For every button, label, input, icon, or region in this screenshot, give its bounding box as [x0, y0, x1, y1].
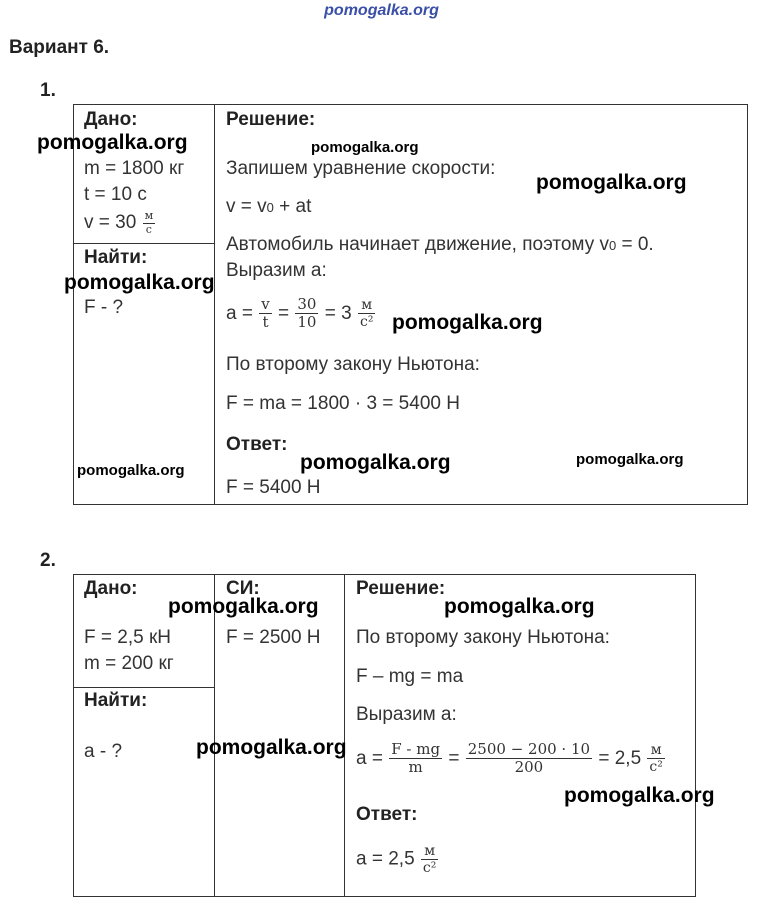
problem-1-column-divider [214, 104, 215, 505]
given-speed-value: v = 30 [84, 212, 137, 234]
p2-accel-f2-num: 2500 − 200 · 10 [467, 740, 591, 758]
variant-title: Вариант 6. [9, 37, 110, 58]
p2-find-label: Найти: [84, 690, 148, 711]
watermark: pomogalka.org [564, 784, 715, 807]
solution-line-1: Запишем уравнение скорости: [226, 158, 496, 179]
p2-accel-unit-num: м [647, 742, 664, 759]
watermark: pomogalka.org [300, 451, 451, 474]
given-label: Дано: [84, 109, 138, 130]
line-2-pre: Автомобиль начинает движение, поэтому v [226, 234, 609, 255]
problem-2-row-divider [73, 687, 215, 688]
find-label: Найти: [84, 247, 148, 268]
p2-accel-unit-fraction [647, 742, 664, 775]
p2-accel-f2-den: 200 [514, 758, 544, 777]
p2-accel-fraction-1 [389, 741, 442, 777]
velocity-formula [226, 196, 311, 218]
given-mass: m = 1800 кг [84, 158, 185, 179]
watermark: pomogalka.org [311, 139, 419, 156]
watermark: pomogalka.org [536, 171, 687, 194]
line-2-post: = 0. [616, 234, 654, 255]
accel-unit-num: м [358, 297, 375, 314]
si-value: F = 2500 Н [226, 627, 321, 648]
accel-f1-num: v [261, 295, 270, 313]
speed-unit-fraction [143, 210, 156, 236]
watermark: pomogalka.org [392, 311, 543, 334]
velocity-formula-post: + at [273, 196, 312, 217]
watermark: pomogalka.org [77, 462, 185, 479]
p2-formula-1: F – mg = ma [356, 666, 464, 687]
solution-line-4: По второму закону Ньютона: [226, 354, 480, 375]
accel-result: = 3 [324, 302, 352, 324]
watermark: pomogalka.org [64, 271, 215, 294]
p2-accel-fraction-2 [466, 741, 592, 777]
line-2-sub: 0 [608, 238, 617, 253]
answer-label: Ответ: [226, 434, 288, 455]
p2-answer [356, 843, 439, 876]
top-watermark: pomogalka.org [324, 2, 439, 19]
si-label: СИ: [226, 578, 260, 599]
accel-fraction-1 [259, 296, 271, 332]
solution-line-3: Выразим a: [226, 260, 327, 281]
problem-1-number: 1. [40, 80, 56, 101]
watermark: pomogalka.org [168, 595, 319, 618]
p2-answer-label: Ответ: [356, 804, 418, 825]
p2-answer-unit-den: с² [422, 860, 437, 877]
given-time: t = 10 с [84, 184, 147, 205]
accel-f1-den: t [262, 313, 269, 332]
force-formula: F = ma = 1800 · 3 = 5400 Н [226, 393, 460, 414]
p2-solution-line-1: По второму закону Ньютона: [356, 627, 610, 648]
watermark: pomogalka.org [196, 736, 347, 759]
p2-given-mass: m = 200 кг [84, 653, 174, 674]
solution-label: Решение: [226, 109, 316, 130]
p2-solution-label: Решение: [356, 578, 446, 599]
p2-accel-lhs: a = [356, 747, 383, 769]
p2-acceleration-formula [356, 741, 666, 777]
accel-eq: = [278, 302, 290, 324]
find-value: F - ? [84, 297, 124, 318]
solution-line-2 [226, 234, 654, 256]
p2-given-force: F = 2,5 кН [84, 627, 171, 648]
p2-given-label: Дано: [84, 578, 138, 599]
p2-accel-f1-num: F - mg [391, 740, 441, 758]
p2-accel-f1-den: m [408, 758, 423, 777]
p2-answer-unit-num: м [421, 843, 438, 860]
speed-unit-num: м [144, 209, 154, 222]
p2-accel-unit-den: с² [649, 759, 663, 776]
p2-answer-unit-fraction [421, 843, 438, 876]
velocity-formula-sub: 0 [266, 200, 274, 215]
p2-accel-result: = 2,5 [598, 747, 642, 769]
p2-answer-value: a = 2,5 [356, 848, 415, 870]
answer-value: F = 5400 Н [226, 477, 321, 498]
speed-unit-den: с [145, 222, 152, 236]
acceleration-formula [226, 296, 376, 332]
watermark: pomogalka.org [444, 595, 595, 618]
problem-2-number: 2. [40, 550, 56, 571]
p2-solution-line-2: Выразим a: [356, 704, 457, 725]
accel-unit-den: с² [360, 314, 374, 331]
accel-f2-num: 30 [297, 295, 317, 313]
watermark: pomogalka.org [37, 131, 188, 154]
accel-fraction-2 [295, 296, 318, 332]
watermark: pomogalka.org [576, 451, 684, 468]
accel-f2-den: 10 [297, 313, 317, 332]
velocity-formula-pre: v = v [226, 196, 267, 217]
accel-lhs: a = [226, 302, 253, 324]
problem-1-row-divider [73, 243, 215, 244]
given-speed [84, 210, 156, 236]
p2-find-value: a - ? [84, 741, 123, 762]
p2-accel-eq: = [448, 747, 460, 769]
accel-unit-fraction [358, 297, 375, 330]
